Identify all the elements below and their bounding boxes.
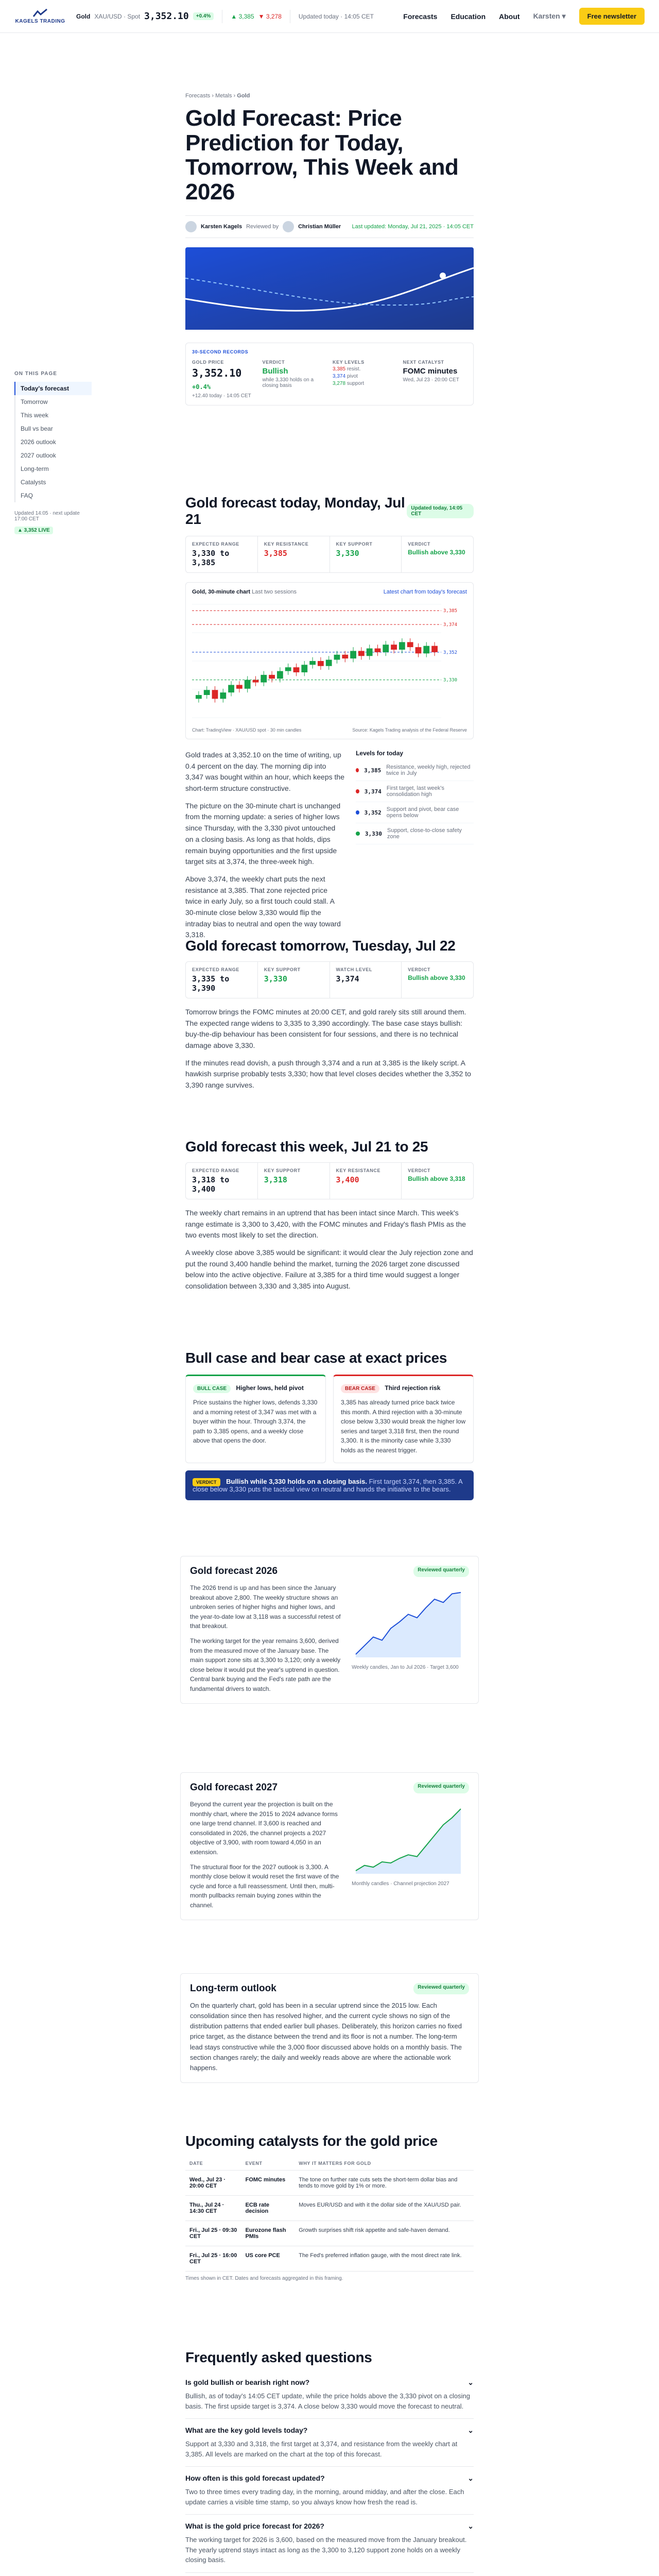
- reviewer-name[interactable]: Christian Müller: [298, 224, 341, 230]
- section-heading: Gold forecast today, Monday, Jul 21: [185, 495, 405, 527]
- toc-sidebar: [14, 371, 92, 533]
- chevron-down-icon[interactable]: ⌄: [467, 2474, 474, 2482]
- toc-item[interactable]: Today's forecast: [14, 382, 92, 395]
- candle: [212, 690, 218, 699]
- paragraph: The structural floor for the 2027 outlook is 3,300. A monthly close below it would reset the first wave of the cycle and force a full reassessment. Until then, multi-month pullbacks remain buying zones within the channel.: [190, 1863, 339, 1909]
- candle: [269, 675, 275, 679]
- candle: [285, 667, 291, 671]
- faq-item[interactable]: [185, 2371, 474, 2419]
- kv-label: WATCH LEVEL: [336, 967, 372, 972]
- candle: [407, 642, 413, 647]
- intraday-chart-card: [185, 582, 474, 739]
- candle: [301, 665, 307, 672]
- verdict-title: Bullish while 3,330 holds on a closing basis.: [226, 1477, 367, 1485]
- kv-value: Bullish above 3,318: [408, 1175, 465, 1182]
- level-dot: [356, 810, 359, 815]
- section-heading: Bull case and bear case at exact prices: [185, 1350, 447, 1366]
- kv-value: 3,330 to 3,385: [192, 549, 230, 567]
- level-dot: [356, 768, 359, 772]
- candle: [236, 685, 242, 688]
- snap-label: NEXT CATALYST: [403, 360, 444, 365]
- section-heading: Frequently asked questions: [185, 2349, 372, 2365]
- kv-label: KEY SUPPORT: [264, 967, 301, 972]
- level-desc: Resistance, weekly high, rejected twice in July: [386, 764, 471, 776]
- snap-label: GOLD PRICE: [192, 360, 224, 365]
- bear-tag: BEAR CASE: [341, 1384, 379, 1393]
- chart-link[interactable]: Latest chart from today's forecast: [383, 589, 467, 595]
- level-row: [356, 823, 474, 844]
- hero-image: [185, 247, 474, 332]
- kv-value: 3,400: [336, 1175, 359, 1184]
- ticker-support: ▼ 3,278: [258, 12, 282, 20]
- level-row: [356, 802, 474, 823]
- candle: [253, 680, 259, 683]
- level-desc: First target, last week's consolidation high: [386, 785, 444, 798]
- candle: [367, 649, 373, 656]
- author-bar: [185, 215, 474, 238]
- level-label: 3,330: [443, 677, 458, 683]
- toc-item[interactable]: Bull vs bear: [14, 422, 92, 435]
- faq-answer: The working target for 2026 is 3,600, based on the measured move from the January breakout. The yearly uptrend stays intact as long as the 3,300 to 3,120 support zone holds on a weekly closing basis.: [185, 2536, 467, 2564]
- ticker-price: 3,352.10: [144, 11, 189, 22]
- area-fill: [356, 1592, 461, 1657]
- level-value: 3,330: [365, 830, 383, 837]
- faq-question[interactable]: What are the key gold levels today?: [185, 2426, 308, 2434]
- candle: [204, 690, 210, 695]
- toc-title: ON THIS PAGE: [14, 371, 57, 377]
- paragraph: The 2026 trend is up and has been since the January breakout above 2,800. The weekly structure shows an unbroken series of higher highs and higher lows, and the year-to-date low at 3,118 was a successful retest of that breakout.: [190, 1584, 341, 1630]
- section-today: [185, 495, 474, 941]
- candle: [326, 660, 332, 666]
- snap-level: 3,278: [333, 381, 346, 387]
- toc-item[interactable]: FAQ: [14, 489, 92, 502]
- level-value: 3,374: [364, 788, 381, 795]
- updated-badge: Updated today, 14:05 CET: [407, 504, 474, 518]
- nav-user-menu[interactable]: Karsten ▾: [533, 12, 566, 20]
- toc-item[interactable]: Tomorrow: [14, 395, 92, 409]
- toc-item[interactable]: This week: [14, 409, 92, 422]
- kv-label: EXPECTED RANGE: [192, 967, 239, 972]
- column-header: WHY IT MATTERS FOR GOLD: [294, 2157, 474, 2171]
- section-catalysts: [185, 2133, 474, 2281]
- level-row: [356, 760, 474, 781]
- snap-sub: Wed, Jul 23 · 20:00 CET: [403, 377, 459, 383]
- section-heading: Gold forecast this week, Jul 21 to 25: [185, 1139, 428, 1155]
- table-row: [185, 2196, 474, 2221]
- reviewer-label: Reviewed by: [246, 224, 279, 230]
- level-label: 3,385: [443, 608, 458, 614]
- ticker-sub: XAU/USD · Spot: [94, 12, 141, 20]
- toc-item[interactable]: 2027 outlook: [14, 449, 92, 462]
- chart-caption: Weekly candles, Jan to Jul 2026 · Target 3,600: [352, 1665, 459, 1670]
- section-week: [185, 1139, 474, 1292]
- column-header: EVENT: [241, 2157, 295, 2171]
- level-value: 3,385: [364, 767, 381, 774]
- review-badge: Reviewed quarterly: [413, 1566, 469, 1577]
- kv-label: EXPECTED RANGE: [192, 1168, 239, 1173]
- section-tomorrow: [185, 938, 474, 1091]
- paragraph: The weekly chart remains in an uptrend that has been intact since March. This week's range estimate is 3,300 to 3,420, with the FOMC minutes and Friday's flash PMIs as the two events most likely to set the direction.: [185, 1209, 466, 1240]
- paragraph: Above 3,374, the weekly chart puts the next resistance at 3,385. That zone rejected price twice in early July, so a first touch could stall. A 30-minute close below 3,330 would flip the intraday bias to neutral and open the way toward 3,318.: [185, 874, 341, 939]
- chart-2027: [352, 1800, 465, 1877]
- paragraph: The working target for the year remains 3,600, derived from the measured move of the January base. The main support zone sits at 3,300 to 3,120; only a weekly close below it would put the year's uptrend in question. Central bank buying and the Fed's rate path are the fundamental drivers to watch.: [190, 1637, 341, 1692]
- bull-title: Higher lows, held pivot: [236, 1384, 304, 1392]
- breadcrumb: Forecasts › Metals › Gold: [185, 93, 250, 99]
- table-cell: ECB rate decision: [241, 2196, 295, 2221]
- nav-education[interactable]: Education: [450, 12, 486, 21]
- kv-value: 3,374: [336, 974, 359, 984]
- table-cell: The Fed's preferred inflation gauge, with the most direct rate link.: [294, 2246, 474, 2272]
- nav-about[interactable]: About: [499, 12, 520, 21]
- kv-value: 3,318: [264, 1175, 287, 1184]
- chart-caption: Monthly candles · Channel projection 2027: [352, 1881, 449, 1887]
- candle: [342, 655, 348, 658]
- toc-item[interactable]: Catalysts: [14, 476, 92, 489]
- candle: [318, 661, 324, 666]
- area-fill: [356, 1809, 461, 1874]
- kv-label: KEY SUPPORT: [336, 541, 373, 547]
- newsletter-cta-button[interactable]: Free newsletter: [579, 8, 645, 25]
- snap-sub: while 3,330 holds on a closing basis: [262, 377, 314, 389]
- section-heading: Upcoming catalysts for the gold price: [185, 2133, 438, 2149]
- kv-value: 3,318 to 3,400: [192, 1175, 230, 1194]
- snap-change: +0.4%: [192, 383, 211, 391]
- bull-text: Price sustains the higher lows, defends 3,330 and a morning retest of 3,347 was met with a buyer within the hour. Through 3,374, the path to 3,385 opens, and a weekly close above that opens the door.: [193, 1399, 318, 1445]
- snap-level-label: pivot: [346, 374, 358, 380]
- review-badge: Reviewed quarterly: [413, 1782, 469, 1793]
- kv-label: KEY SUPPORT: [264, 1168, 301, 1173]
- chart-2026: [352, 1583, 465, 1660]
- faq-item[interactable]: [185, 2467, 474, 2515]
- table-cell: Eurozone flash PMIs: [241, 2221, 295, 2246]
- ticker-change: +0.4%: [193, 12, 214, 20]
- level-label: 3,352: [443, 650, 458, 655]
- snapshot-title: 30-SECOND RECORDS: [192, 349, 249, 355]
- table-cell: Fri., Jul 25 · 09:30 CET: [185, 2221, 241, 2246]
- toc-item[interactable]: Long-term: [14, 462, 92, 476]
- verdict-banner: [185, 1470, 474, 1500]
- paragraph: A weekly close above 3,385 would be significant: it would clear the July rejection zone and put the round 3,400 handle behind the market, turning the 2026 target zone discussed below into the active objective. Failure at 3,385 for a third time would suggest a longer consolidation between 3,330 and 3,385 into August.: [185, 1248, 473, 1291]
- breadcrumb-item[interactable]: Forecasts: [185, 93, 211, 99]
- snap-level: 3,385: [333, 366, 346, 372]
- kv-label: VERDICT: [408, 1168, 430, 1173]
- snap-label: KEY LEVELS: [333, 360, 365, 365]
- candle: [358, 651, 365, 656]
- table-note: Times shown in CET. Dates and forecasts aggregated in this framing.: [185, 2276, 343, 2281]
- author-name[interactable]: Karsten Kagels: [201, 224, 242, 230]
- chart-footnote: Chart: TradingView · XAU/USD spot · 30 min candles: [192, 727, 302, 733]
- paragraph: If the minutes read dovish, a push through 3,374 and a run at 3,385 is the likely script. A hawkish surprise probably tests 3,330; how that level closes decides whether the 3,352 to 3,390 range survives.: [185, 1058, 471, 1090]
- section-heading: Gold forecast tomorrow, Tuesday, Jul 22: [185, 938, 456, 954]
- candle: [415, 647, 422, 653]
- faq-question[interactable]: How often is this gold forecast updated?: [185, 2474, 325, 2482]
- section-bull-bear: [185, 1350, 474, 1500]
- candle: [391, 645, 397, 650]
- level-dot: [356, 789, 359, 793]
- snap-label: VERDICT: [262, 360, 285, 365]
- candle: [423, 646, 429, 654]
- key-values: [185, 961, 474, 998]
- chart-subtitle: Last two sessions: [252, 589, 297, 595]
- ticker-symbol: Gold: [76, 12, 91, 20]
- kv-value: 3,385: [264, 549, 287, 558]
- snap-sub: +12.40 today · 14:05 CET: [192, 393, 251, 399]
- column-header: DATE: [185, 2157, 241, 2171]
- logo-text: KAGELS TRADING: [15, 19, 65, 24]
- chart-title: Gold, 30-minute chart: [192, 589, 251, 595]
- avatar: [185, 221, 197, 232]
- level-row: [356, 781, 474, 802]
- chevron-down-icon[interactable]: ⌄: [467, 2426, 474, 2434]
- bull-tag: BULL CASE: [193, 1384, 231, 1393]
- nav-forecasts[interactable]: Forecasts: [403, 12, 438, 21]
- logo-icon: [32, 8, 48, 19]
- kv-label: KEY RESISTANCE: [264, 541, 309, 547]
- kv-label: KEY RESISTANCE: [336, 1168, 381, 1173]
- faq-answer: Bullish, as of today's 14:05 CET update, while the price holds above the 3,330 pivot on a closing basis. The first upside target is 3,374. A close below 3,330 would move the forecast to neutral.: [185, 2392, 470, 2410]
- kv-value: Bullish above 3,330: [408, 549, 465, 556]
- kv-label: VERDICT: [408, 967, 430, 972]
- candle: [293, 667, 300, 672]
- candle: [261, 675, 267, 683]
- logo[interactable]: [14, 8, 66, 24]
- candle: [375, 649, 381, 652]
- table-cell: Growth surprises shift risk appetite and safe-haven demand.: [294, 2221, 474, 2246]
- table-row: [185, 2246, 474, 2272]
- section-heading: Gold forecast 2026: [190, 1566, 278, 1577]
- levels-title: Levels for today: [356, 750, 404, 757]
- faq-question[interactable]: Is gold bullish or bearish right now?: [185, 2378, 310, 2386]
- candle: [350, 651, 356, 658]
- level-value: 3,352: [364, 809, 381, 816]
- table-cell: Fri., Jul 25 · 16:00 CET: [185, 2246, 241, 2272]
- table-row: [185, 2221, 474, 2246]
- section-long-term: [180, 1973, 479, 2083]
- candle: [334, 655, 340, 660]
- snap-level-label: support: [346, 381, 365, 387]
- level-desc: Support and pivot, bear case opens below: [386, 806, 459, 819]
- bear-case-card: [333, 1375, 474, 1463]
- section-faq: [185, 2349, 474, 2573]
- price-ticker: [76, 10, 374, 23]
- faq-answer: Two to three times every trading day, in the morning, around midday, and after the close. Each update carries a visible time stamp, so you always know how fresh the read is.: [185, 2488, 464, 2506]
- paragraph: The picture on the 30-minute chart is unchanged from the morning update: a series of higher lows since Thursday, with the 3,330 pivot untouched on a closing basis. As long as that holds, dips remain buying opportunities and the first upside target sits at 3,374, the three-week high.: [185, 801, 341, 866]
- kv-value: 3,330: [264, 974, 287, 984]
- toc-item[interactable]: 2026 outlook: [14, 435, 92, 449]
- avatar: [283, 221, 294, 232]
- table-cell: Wed., Jul 23 · 20:00 CET: [185, 2171, 241, 2196]
- toc-update-note: Updated 14:05 · next update 17:00 CET: [14, 511, 80, 522]
- last-updated: Last updated: Monday, Jul 21, 2025 · 14:05 CET: [352, 224, 474, 230]
- kv-label: EXPECTED RANGE: [192, 541, 239, 547]
- snap-verdict: Bullish: [262, 367, 288, 376]
- table-cell: Thu., Jul 24 · 14:30 CET: [185, 2196, 241, 2221]
- toc-live-badge: ▲ 3,352 LIVE: [14, 527, 53, 534]
- faq-item[interactable]: [185, 2419, 474, 2467]
- bear-text: 3,385 has already turned price back twice this month. A third rejection with a 30-minute close below 3,330 would break the higher low series and target 3,318 first, then the round 3,300. It is the minority case while 3,330 holds as the nearest trigger.: [341, 1399, 466, 1454]
- key-values: [185, 536, 474, 573]
- level-desc: Support, close-to-close safety zone: [387, 827, 462, 840]
- snap-price: 3,352.10: [192, 367, 242, 380]
- faq-question[interactable]: What is the gold price forecast for 2026?: [185, 2522, 324, 2530]
- candle: [196, 695, 202, 699]
- bull-case-card: [185, 1375, 326, 1463]
- site-header: [0, 0, 659, 33]
- hero-chart-illustration: [185, 247, 474, 330]
- table-cell: The tone on further rate cuts sets the short-term dollar bias and tends to move gold by 1% or more.: [294, 2171, 474, 2196]
- bear-title: Third rejection risk: [385, 1384, 441, 1392]
- verdict-text: First target 3,374, then 3,385. A close below 3,330 puts the tactical view on neutral and hands the initiative to the bears.: [193, 1477, 462, 1493]
- candle: [277, 671, 283, 679]
- candle: [220, 692, 226, 699]
- table-cell: Moves EUR/USD and with it the dollar side of the XAU/USD pair.: [294, 2196, 474, 2221]
- kv-value: 3,335 to 3,390: [192, 974, 230, 993]
- level-dot: [356, 832, 360, 836]
- snap-level-label: resist.: [346, 366, 361, 372]
- breadcrumb-current: Gold: [237, 93, 250, 99]
- table-row: [185, 2171, 474, 2196]
- faq-item[interactable]: [185, 2515, 474, 2573]
- kv-label: VERDICT: [408, 541, 430, 547]
- candle: [431, 646, 438, 652]
- section-heading: Gold forecast 2027: [190, 1782, 278, 1793]
- paragraph: Gold trades at 3,352.10 on the time of writing, up 0.4 percent on the day. The morning dip into 3,347 was bought within an hour, which keeps the short-term structure constructive.: [185, 751, 344, 793]
- ticker-updated: Updated today · 14:05 CET: [298, 12, 374, 20]
- verdict-tag: VERDICT: [193, 1478, 220, 1486]
- breadcrumb-item[interactable]: Metals: [215, 93, 232, 99]
- candle: [228, 685, 234, 692]
- candlestick-chart: [192, 599, 467, 723]
- kv-value: 3,330: [336, 549, 359, 558]
- main-nav: [403, 8, 645, 25]
- ticker-resistance: ▲ 3,385: [231, 12, 254, 20]
- paragraph: Beyond the current year the projection is built on the monthly chart, where the 2015 to 2024 advance forms one large trend channel. If 3,600 is reached and consolidated in 2026, the channel projects a 2027 objective of 3,900, with room toward 4,050 in an extension.: [190, 1801, 338, 1856]
- faq-answer: Support at 3,330 and 3,318, the first target at 3,374, and resistance from the weekly chart at 3,385. All levels are marked on the chart at the top of this forecast.: [185, 2440, 458, 2458]
- paragraph: Tomorrow brings the FOMC minutes at 20:00 CET, and gold rarely sits still around them. The expected range widens to 3,335 to 3,390 accordingly. The base case stays bullish: buy-the-dip behaviour has been consistent for four sessions, and there is no technical damage above 3,330.: [185, 1008, 466, 1050]
- candle: [245, 680, 251, 689]
- section-heading: Long-term outlook: [190, 1983, 276, 1994]
- level-label: 3,374: [443, 622, 458, 628]
- page-title: Gold Forecast: Price Prediction for Today, Tomorrow, This Week and 2026: [185, 106, 459, 205]
- section-2026: [180, 1556, 479, 1704]
- review-badge: Reviewed quarterly: [413, 1983, 469, 1994]
- article-header: [185, 93, 474, 405]
- snap-level: 3,374: [333, 374, 346, 380]
- chevron-down-icon[interactable]: ⌄: [467, 2522, 474, 2530]
- chevron-down-icon[interactable]: ⌄: [467, 2378, 474, 2386]
- levels-box: [356, 750, 474, 941]
- chart-source: Source: Kagels Trading analysis of the Federal Reserve: [352, 727, 467, 733]
- table-cell: US core PCE: [241, 2246, 295, 2272]
- candle: [309, 661, 316, 665]
- kv-value: Bullish above 3,330: [408, 974, 465, 981]
- paragraph: On the quarterly chart, gold has been in a secular uptrend since the 2015 low. Each consolidation since then has resolved higher, and the current cycle shows no sign of the distribution patterns that ended earlier bull phases. Deliberately, this horizon carries no fixed price target, as the distance between the trend and its floor is not a number. The long-term lead stays constructive while the 3,000 floor discussed above holds on a monthly basis. The section changes rarely; the daily and weekly reads above are where the actionable work happens.: [190, 2002, 462, 2072]
- section-2027: [180, 1772, 479, 1920]
- candle: [383, 645, 389, 652]
- snap-catalyst: FOMC minutes: [403, 367, 458, 376]
- candle: [399, 642, 405, 650]
- table-cell: FOMC minutes: [241, 2171, 295, 2196]
- key-values: [185, 1162, 474, 1199]
- catalyst-table: [185, 2157, 474, 2272]
- snapshot-card: [185, 343, 474, 405]
